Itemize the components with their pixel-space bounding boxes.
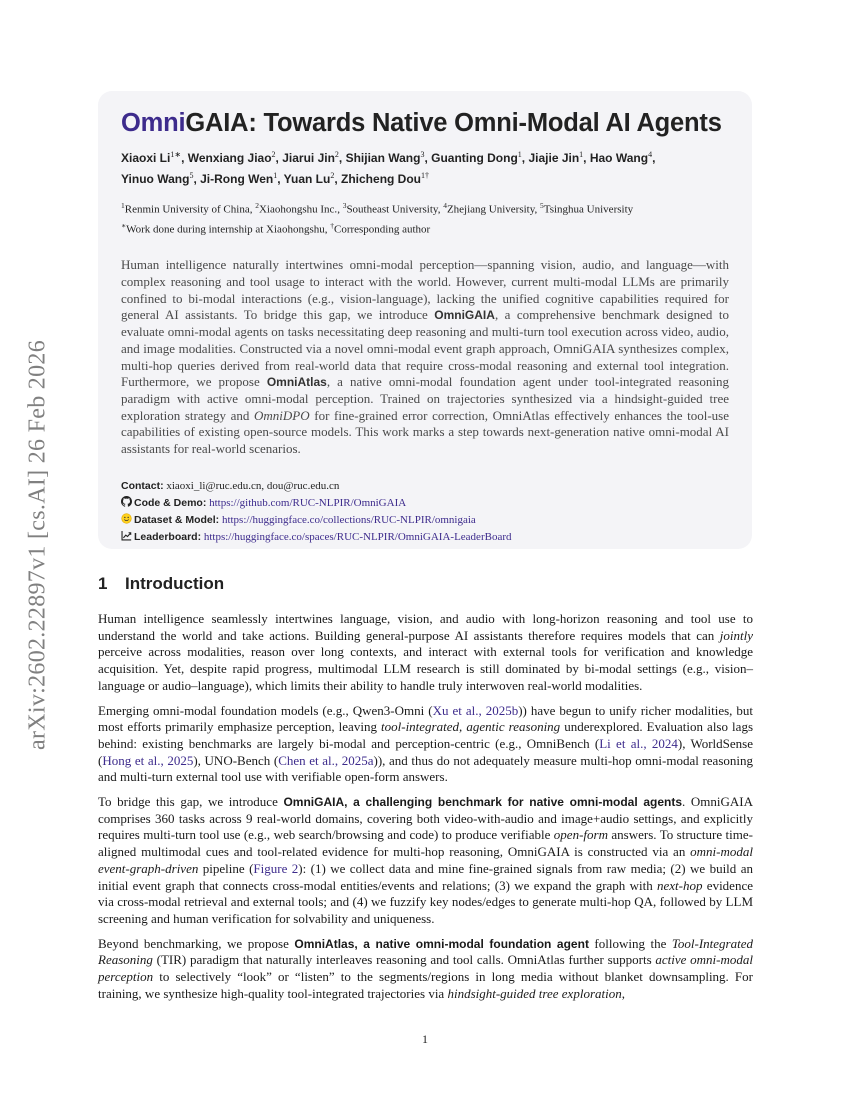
abstract: Human intelligence naturally intertwines omni-modal perception—spanning vision, audio, and language—with complex reasoning and tool usage to interact with the world. However, current multi-modal LLMs are primarily confined to bi-modal interactions (e.g., vision-language), lacking the unified cognitive capabilities required for general AI assistants. To bridge this gap, we introduce OmniGAIA, a comprehensive benchmark designed to evaluate omni-modal agents on tasks necessitating deep reasoning and multi-turn tool execution across video, audio, and image modalities. Constructed via a novel omni-modal event graph approach, OmniGAIA synthesizes complex, multi-hop queries derived from real-world data that require cross-modal reasoning and external tool integration. Furthermore, we propose OmniAtlas, a native omni-modal foundation agent under tool-integrated reasoning paradigm with active omni-modal perception. Trained on trajectories synthesized via a hindsight-guided tree exploration strategy and OmniDPO for fine-grained error correction, OmniAtlas effectively enhances the tool-use capabilities of existing open-source models. This work marks a step towards next-generation native omni-modal AI assistants for real-world scenarios.	[121, 257, 729, 457]
affiliation-mark: 4	[443, 201, 447, 210]
author-affiliation-mark: 2	[271, 150, 276, 159]
section-number: 1	[98, 574, 108, 593]
contact-block	[121, 478, 729, 546]
affiliation-line: $^1$Renmin University of China, $^2$Xiaohongshu Inc., $^3$Southeast University, $^4$Zhejiang University, $^5$Tsinghua University	[121, 201, 634, 216]
paper-title	[121, 107, 729, 139]
citation-link[interactable]: Xu et al., 2025b	[432, 702, 519, 718]
author-name: Xiaoxi Li	[121, 151, 171, 165]
agent-name: OmniAtlas	[266, 375, 327, 390]
contact-emails[interactable]: xiaoxi_li@ruc.edu.cn, dou@ruc.edu.cn	[166, 479, 340, 492]
intro-paragraph-4: Beyond benchmarking, we propose OmniAtlas, a native omni-modal foundation agent following the Tool-Integrated Reasoning (TIR) paradigm that naturally interleaves reasoning and tool calls. OmniAtlas further supports active omni-modal perception to selectively “look” or “listen” to the segments/regions in long media without blanket downsampling. For training, we synthesize high-quality tool-integrated trajectories via hindsight-guided tree exploration,	[98, 935, 754, 1001]
author-name: Zhicheng Dou	[341, 172, 422, 186]
affiliation-mark: 1	[121, 201, 125, 210]
affiliation-mark: 3	[342, 201, 347, 210]
affiliations	[121, 198, 729, 237]
author-affiliation-mark: 1∗	[170, 150, 182, 159]
leaderboard-link[interactable]: https://huggingface.co/spaces/RUC-NLPIR/OmniGAIA-LeaderBoard	[203, 530, 512, 543]
huggingface-icon	[121, 513, 132, 524]
arxiv-sidebar	[18, 300, 58, 790]
author-affiliation-mark: 1	[273, 171, 278, 180]
affiliation-name: Southeast University	[346, 203, 438, 216]
github-icon	[121, 496, 132, 507]
author-affiliation-mark: 2	[330, 171, 335, 180]
title-rest: GAIA: Towards Native Omni-Modal AI Agents	[185, 109, 722, 137]
section-title: Introduction	[125, 574, 225, 593]
code-link[interactable]: https://github.com/RUC-NLPIR/OmniGAIA	[209, 496, 407, 509]
affiliation-mark: 5	[540, 201, 544, 210]
page-number: 1	[422, 1032, 428, 1046]
intro-paragraph-3: To bridge this gap, we introduce OmniGAIA, a challenging benchmark for native omni-modal agents. OmniGAIA comprises 360 tasks across 9 real-world domains, covering both video-with-audio and image+audio settings, and explicitly requires multi-turn tool use (e.g., web search/browsing and code) to produce verifiable open-form answers. To structure time-aligned multimodal cues and tool-related evidence for multi-hop reasoning, OmniGAIA is constructed via an omni-modal event-graph-driven pipeline (Figure 2): (1) we collect data and mine fine-grained signals from raw media; (2) we build an initial event graph that connects cross-modal entities/events and relations; (3) we expand the graph with next-hop evidence via cross-modal retrieval and external tools; and (4) we fuzzify key nodes/edges to generate multi-hop QA, followed by LLM screening and human verification for solvability and uniqueness.	[98, 794, 753, 926]
citation-link[interactable]: Li et al., 2024	[599, 735, 678, 751]
author-affiliation-mark: 1	[517, 150, 522, 159]
title-block	[98, 91, 752, 549]
affiliation-mark: 2	[255, 201, 259, 210]
author-name: Guanting Dong	[431, 151, 518, 165]
citation-link[interactable]: Hong et al., 2025	[102, 752, 194, 768]
affiliation-name: Renmin University of China	[124, 203, 250, 216]
code-row: Code & Demo: https://github.com/RUC-NLPIR/OmniGAIA	[121, 495, 729, 512]
author-name: Shijian Wang	[345, 151, 421, 165]
benchmark-name: OmniGAIA	[434, 308, 495, 323]
authors-line-1: Xiaoxi $Li^{1∗}$, Wenxiang Jiao$^2$, Jiarui Jin$^2$, Shijian Wang$^3$, Guanting Dong$^1$, Jiajie Jin$^1$, Hao Wang$^4$,	[121, 150, 656, 165]
authors-line-2: Yinuo Wang$^5$, Ji-Rong Wen$^1$, Yuan Lu$^2$, Zhicheng Dou$^{1\dagger}$	[121, 171, 430, 186]
section-heading-introduction	[98, 574, 224, 594]
affiliation-name: Tsinghua University	[543, 203, 634, 216]
author-affiliation-mark: 2	[334, 150, 339, 159]
author-name: Yinuo Wang	[121, 172, 190, 186]
dataset-link[interactable]: https://huggingface.co/collections/RUC-NLPIR/omnigaia	[221, 513, 476, 526]
title-accent: Omni	[121, 109, 186, 137]
author-name: Hao Wang	[589, 151, 649, 165]
leaderboard-row: Leaderboard: https://huggingface.co/spaces/RUC-NLPIR/OmniGAIA-LeaderBoard	[121, 529, 729, 546]
citation-link[interactable]: Chen et al., 2025a	[278, 752, 374, 768]
author-affiliation-mark: 3	[420, 150, 425, 159]
affiliation-name: Zhejiang University	[446, 203, 535, 216]
chart-icon	[121, 530, 132, 541]
author-name: Wenxiang Jiao	[187, 151, 272, 165]
arxiv-identifier: arXiv:2602.22897v1 [cs.AI] 26 Feb 2026	[24, 339, 51, 751]
contact-row: Contact: xiaoxi_li@ruc.edu.cn, dou@ruc.edu.cn	[121, 479, 340, 492]
author-notes: ∗Work done during internship at Xiaohongshu, †Corresponding author	[121, 220, 431, 236]
intro-paragraph-2: Emerging omni-modal foundation models (e.g., Qwen3-Omni (Xu et al., 2025b)) have begun to unify richer modalities, but most efforts primarily emphasize perception, leaving tool-integrated, agentic reasoning underexplored. Evaluation also lags behind: existing benchmarks are largely bi-modal and perception-centric (e.g., OmniBench (Li et al., 2024), WorldSense (Hong et al., 2025), UNO-Bench (Chen et al., 2025a)), and thus do not adequately measure multi-hop omni-modal reasoning and multi-turn external tool use with verifiable open-form answers.	[98, 702, 754, 785]
introduction-body	[98, 611, 753, 1010]
author-affiliation-mark: 1†	[421, 171, 430, 180]
dataset-row: Dataset & Model: https://huggingface.co/collections/RUC-NLPIR/omnigaia	[121, 512, 729, 529]
author-name: Jiarui Jin	[282, 151, 335, 165]
figure-reference-link[interactable]: Figure 2	[253, 860, 299, 876]
author-affiliation-mark: 1	[579, 150, 584, 159]
affiliation-name: Xiaohongshu Inc.	[258, 203, 338, 216]
author-name: Ji-Rong Wen	[200, 172, 274, 186]
author-affiliation-mark: 5	[189, 171, 194, 180]
author-name: Jiajie Jin	[528, 151, 580, 165]
author-affiliation-mark: 4	[648, 150, 653, 159]
author-list	[121, 146, 729, 188]
intro-paragraph-1: Human intelligence seamlessly intertwines language, vision, and audio with long-horizon reasoning and tool use to understand the world and take actions. Building general-purpose AI assistants therefore requires models that can jointly perceive across modalities, reason over long contexts, and interact with external tools for verification and knowledge acquisition. Yet, despite rapid progress, multimodal LLM research is still dominated by bi-modal settings (e.g., vision–language or audio–language), which limits their ability to handle truly interwoven real-world modalities.	[98, 611, 753, 693]
author-name: Yuan Lu	[283, 172, 331, 186]
